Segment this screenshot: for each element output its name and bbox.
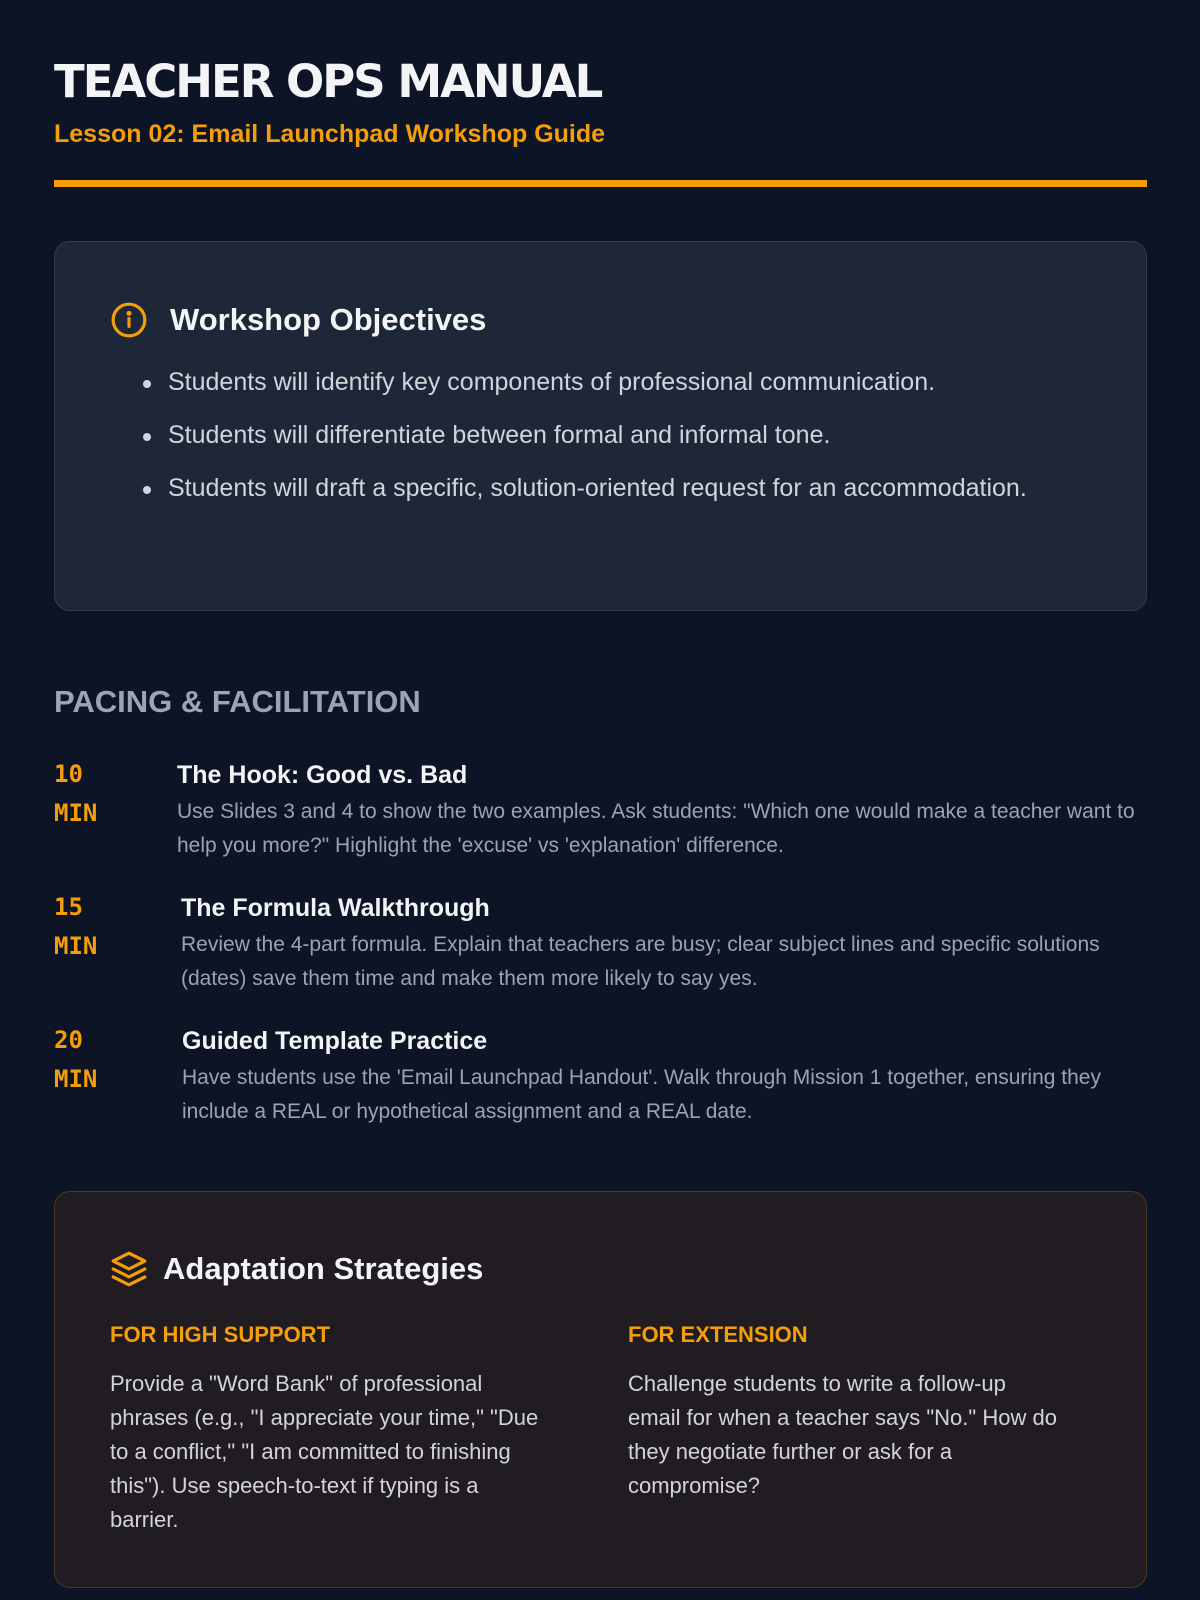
pacing-row [54,888,1147,998]
objective-item: Students will differentiate between formal and informal tone. [168,415,1128,455]
pacing-content [182,1025,1139,1129]
pacing-heading: PACING & FACILITATION [54,684,421,719]
pacing-duration [54,1021,164,1099]
high-support-title: FOR HIGH SUPPORT [110,1322,331,1347]
page-title: TEACHER OPS MANUAL [54,55,602,108]
duration-unit: MIN [54,799,98,827]
page-subtitle: Lesson 02: Email Launchpad Workshop Guide [54,120,606,148]
high-support-text: Provide a "Word Bank" of professional phrases (e.g., "I appreciate your time," "Due to a conflict," "I am committed to finishing this"). Use speech-to-text if typing is a barrier. [110,1371,539,1532]
objectives-card [54,241,1147,611]
adaptation-card [54,1191,1147,1588]
pacing-title: The Formula Walkthrough [181,894,490,922]
objectives-heading: Workshop Objectives [170,302,487,337]
objective-item: Students will identify key components of professional communication. [168,362,1128,402]
adaptation-heading: Adaptation Strategies [163,1251,484,1286]
pacing-title: The Hook: Good vs. Bad [177,761,468,789]
objectives-list [148,362,1128,521]
extension-column [628,1320,1058,1503]
pacing-row [54,1021,1147,1131]
pacing-content [181,892,1139,996]
pacing-duration [54,755,164,833]
pacing-description: Have students use the 'Email Launchpad Handout'. Walk through Mission 1 together, ensuring they include a REAL or hypothetical assignment and a REAL date. [182,1066,1101,1123]
duration-value: 20 [54,1026,83,1054]
duration-value: 10 [54,760,83,788]
pacing-title: Guided Template Practice [182,1027,488,1055]
pacing-duration [54,888,164,966]
layers-icon [110,1250,148,1288]
objective-item: Students will draft a specific, solution-oriented request for an accommodation. [168,468,1128,508]
extension-text: Challenge students to write a follow-up email for when a teacher says "No." How do they negotiate further or ask for a compromise? [628,1371,1057,1498]
duration-value: 15 [54,893,83,921]
info-circle-icon [110,301,148,339]
pacing-content [177,759,1139,863]
header-divider [54,180,1147,187]
pacing-row [54,755,1147,865]
pacing-description: Review the 4-part formula. Explain that teachers are busy; clear subject lines and specific solutions (dates) save them time and make them more likely to say yes. [181,933,1100,990]
extension-title: FOR EXTENSION [628,1322,808,1347]
high-support-column [110,1320,540,1537]
pacing-description: Use Slides 3 and 4 to show the two examples. Ask students: "Which one would make a teacher want to help you more?" Highlight the 'excuse' vs 'explanation' difference. [177,800,1135,857]
duration-unit: MIN [54,932,98,960]
duration-unit: MIN [54,1065,98,1093]
